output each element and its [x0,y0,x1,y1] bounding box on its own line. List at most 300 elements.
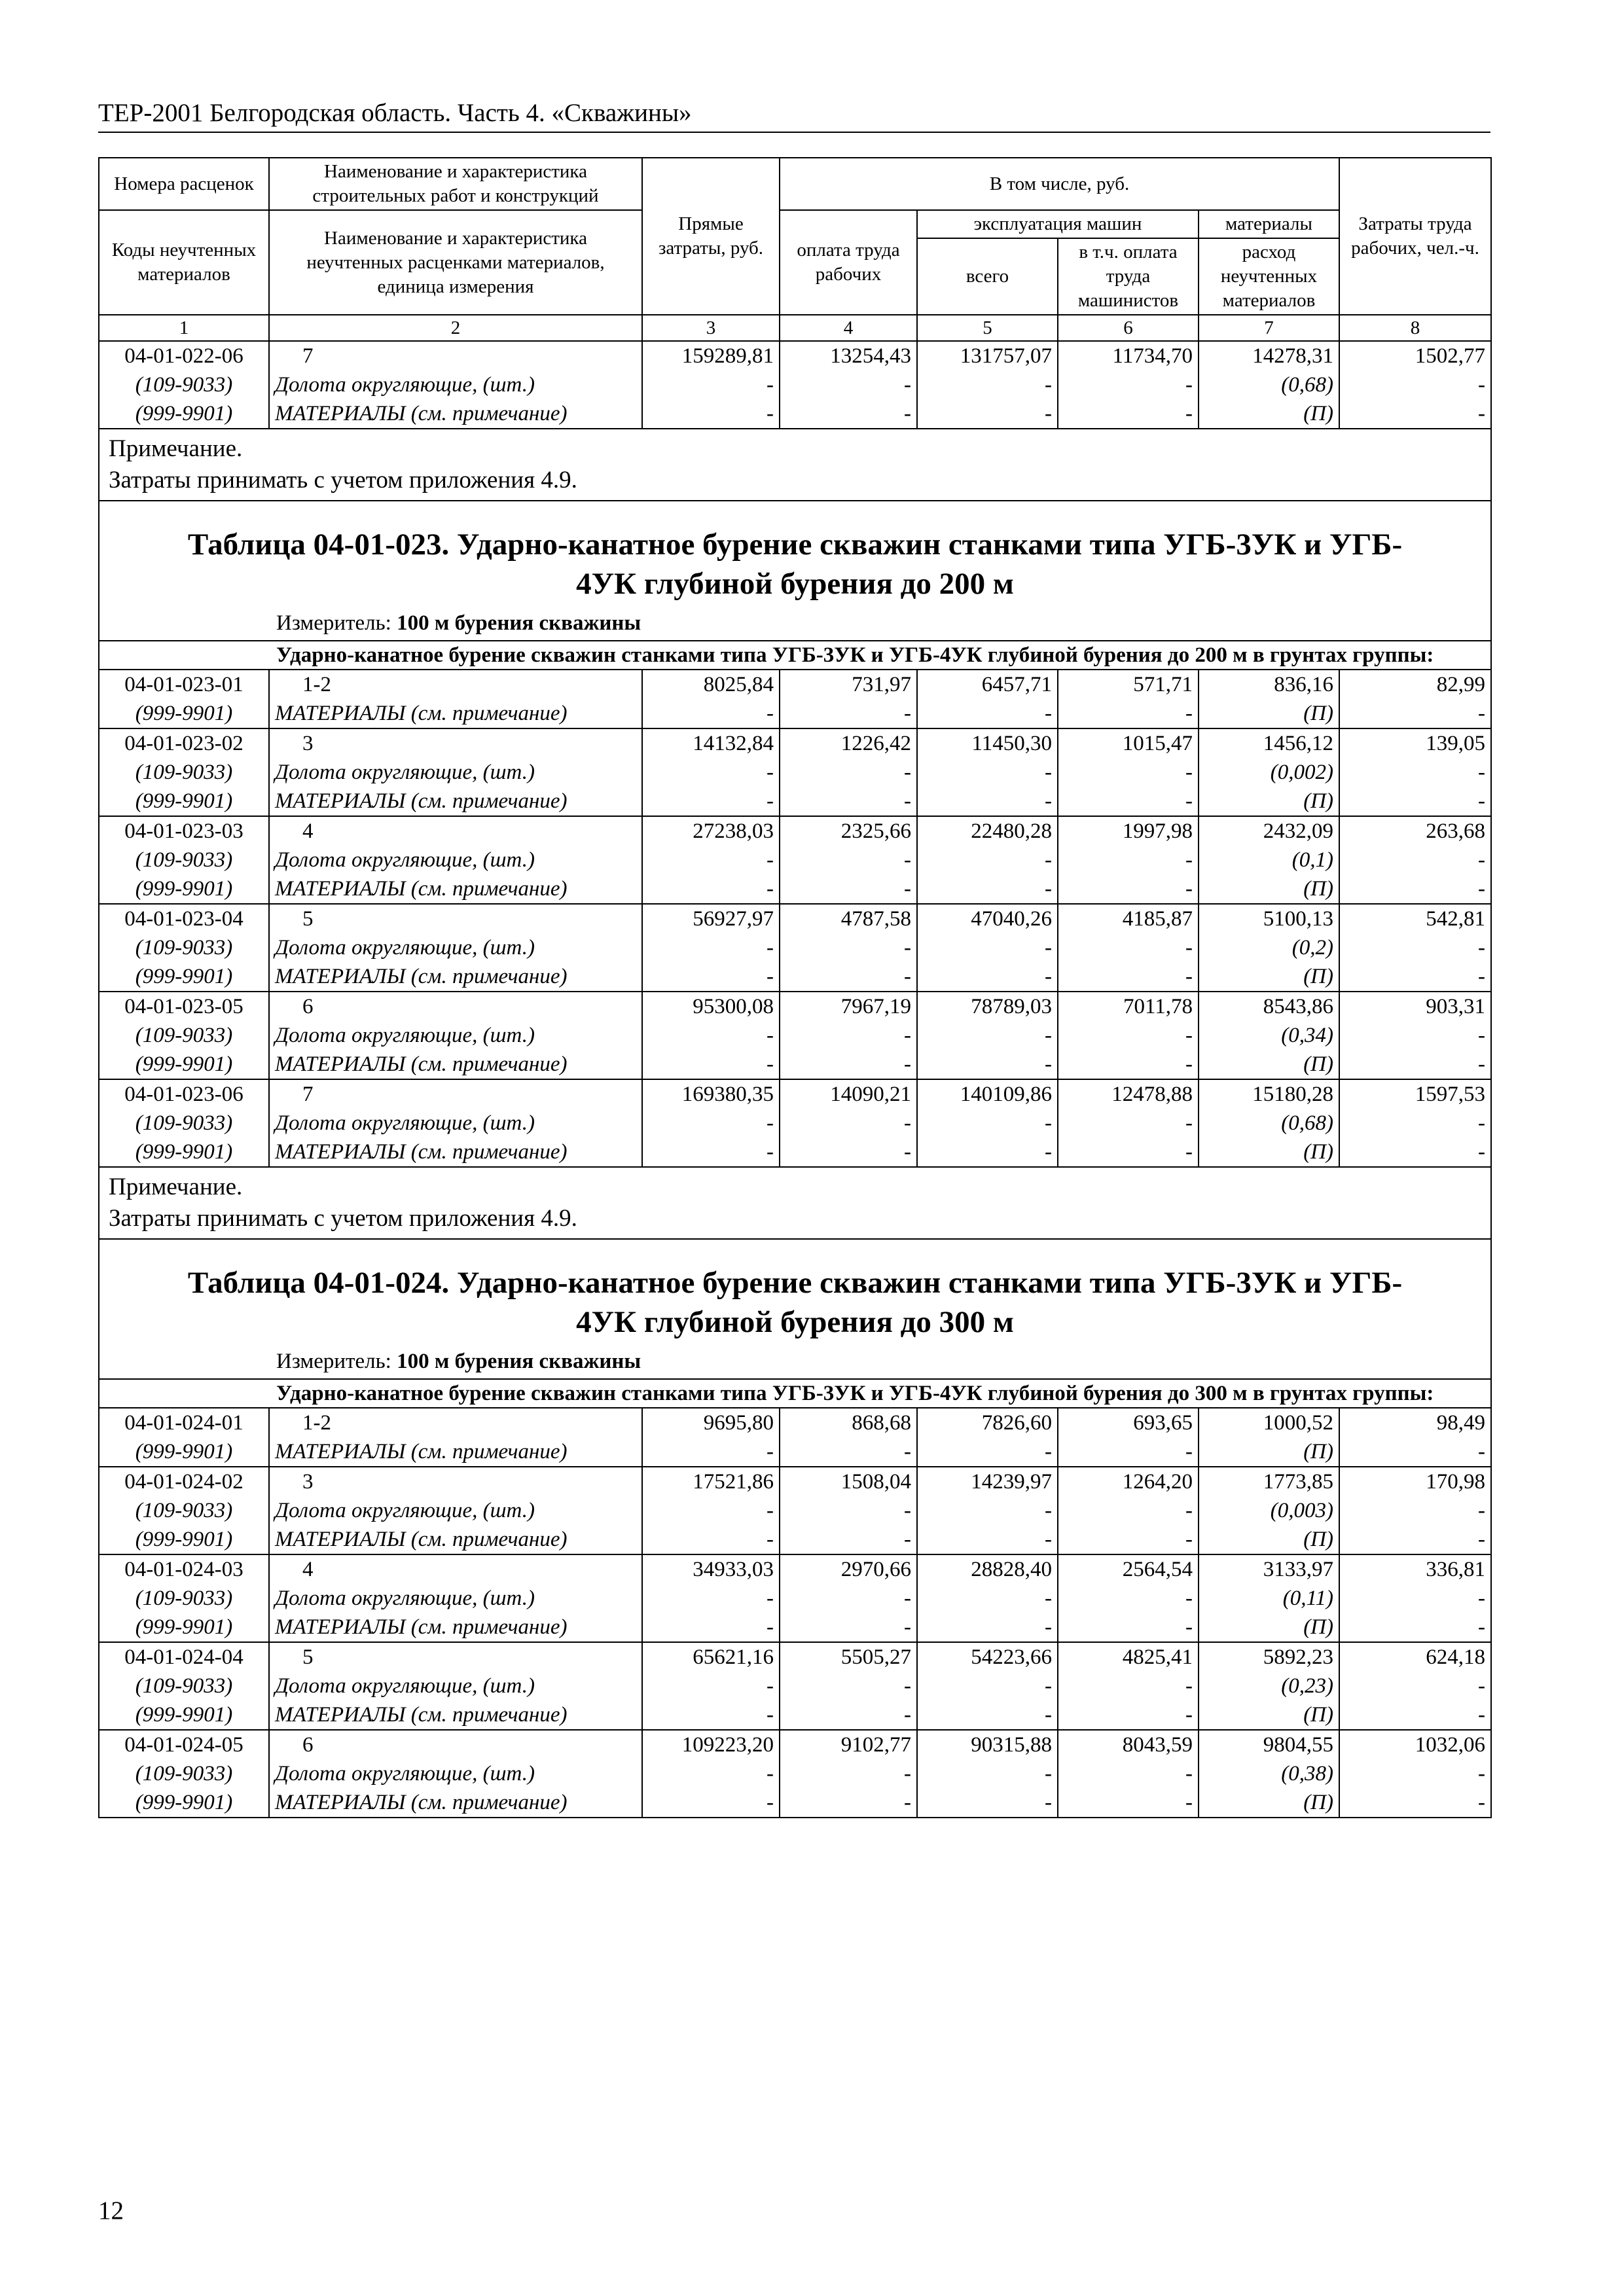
column-number: 8 [1339,315,1491,341]
value-cell: - [780,1613,917,1642]
value-cell: 170,98 [1339,1467,1491,1496]
value-cell: - [642,962,780,992]
value-cell: - [780,1759,917,1788]
value-cell: - [642,370,780,399]
name-cell: МАТЕРИАЛЫ (см. примечание) [269,787,642,816]
table-title-row [99,1239,1491,1347]
code-cell: (109-9033) [99,1021,269,1050]
value-cell: - [917,846,1058,874]
value-cell: (П) [1199,1138,1339,1167]
value-cell: - [1058,370,1199,399]
value-cell: 9695,80 [642,1408,780,1437]
table-row [99,846,1491,874]
table-row [99,341,1491,370]
col4-header: оплата труда рабочих [780,210,917,315]
value-cell: 54223,66 [917,1642,1058,1672]
value-cell: - [780,846,917,874]
value-cell: 109223,20 [642,1730,780,1759]
value-cell: 693,65 [1058,1408,1199,1437]
table-row [99,816,1491,846]
value-cell: - [780,699,917,728]
value-cell: (П) [1199,1613,1339,1642]
value-cell: - [1058,962,1199,992]
value-cell: 836,16 [1199,670,1339,699]
name-cell: МАТЕРИАЛЫ (см. примечание) [269,1138,642,1167]
group-title-row [99,641,1491,670]
name-cell: 5 [269,1642,642,1672]
value-cell: (П) [1199,399,1339,429]
value-cell: - [1058,787,1199,816]
code-cell: (999-9901) [99,874,269,904]
value-cell: 14239,97 [917,1467,1058,1496]
value-cell: - [1339,1109,1491,1138]
note-row [99,429,1491,501]
value-cell: 11450,30 [917,728,1058,758]
name-cell: 6 [269,992,642,1021]
note-title: Примечание. [109,435,243,462]
code-cell: 04-01-023-06 [99,1079,269,1109]
value-cell: 15180,28 [1199,1079,1339,1109]
table-row [99,1730,1491,1759]
value-cell: (0,23) [1199,1672,1339,1700]
value-cell: (П) [1199,1788,1339,1818]
value-cell: - [1058,1437,1199,1467]
table-title-line: Таблица 04-01-023. Ударно-канатное бурение скважин станками типа УГБ-3УК и УГБ- [187,528,1403,562]
note-cell [99,429,1491,501]
value-cell: (П) [1199,699,1339,728]
meter-row [99,1347,1491,1379]
value-cell: - [642,1050,780,1079]
value-cell: 542,81 [1339,904,1491,933]
col1-bottom-header: Коды неучтенных материалов [99,210,269,315]
value-cell: 65621,16 [642,1642,780,1672]
code-cell: (109-9033) [99,758,269,787]
name-cell: МАТЕРИАЛЫ (см. примечание) [269,1525,642,1554]
value-cell: 5892,23 [1199,1642,1339,1672]
value-cell: - [642,1437,780,1467]
meter-cell [99,1347,1491,1379]
value-cell: - [780,1050,917,1079]
value-cell: 7011,78 [1058,992,1199,1021]
table-row [99,904,1491,933]
group-incl-header: В том числе, руб. [780,158,1339,210]
value-cell: (П) [1199,787,1339,816]
name-cell: 1-2 [269,1408,642,1437]
table-row [99,1788,1491,1818]
code-cell: 04-01-023-04 [99,904,269,933]
value-cell: 903,31 [1339,992,1491,1021]
value-cell: - [780,399,917,429]
value-cell: 1000,52 [1199,1408,1339,1437]
value-cell: - [1339,758,1491,787]
code-cell: 04-01-023-01 [99,670,269,699]
name-cell: МАТЕРИАЛЫ (см. примечание) [269,1613,642,1642]
value-cell: - [1058,758,1199,787]
value-cell: - [1339,874,1491,904]
value-cell: 9102,77 [780,1730,917,1759]
value-cell: - [1058,699,1199,728]
value-cell: - [1058,1496,1199,1525]
name-cell: 7 [269,1079,642,1109]
value-cell: 4787,58 [780,904,917,933]
name-cell: Долота округляющие, (шт.) [269,933,642,962]
value-cell: 336,81 [1339,1554,1491,1584]
value-cell: (0,2) [1199,933,1339,962]
table-row [99,1437,1491,1467]
value-cell: 4825,41 [1058,1642,1199,1672]
value-cell: 8043,59 [1058,1730,1199,1759]
value-cell: 3133,97 [1199,1554,1339,1584]
name-cell: 1-2 [269,670,642,699]
table-row [99,1672,1491,1700]
value-cell: - [1058,933,1199,962]
value-cell: 1015,47 [1058,728,1199,758]
rates-table [98,157,1492,1818]
value-cell: 139,05 [1339,728,1491,758]
value-cell: - [780,1788,917,1818]
value-cell: - [1058,1613,1199,1642]
value-cell: 2564,54 [1058,1554,1199,1584]
value-cell: 624,18 [1339,1642,1491,1672]
name-cell: МАТЕРИАЛЫ (см. примечание) [269,1788,642,1818]
column-number: 6 [1058,315,1199,341]
group-title: Ударно-канатное бурение скважин станками типа УГБ-3УК и УГБ-4УК глубиной бурения до 300 м в грунтах группы: [99,1379,1491,1408]
col7-header: расход неучтенных материалов [1199,238,1339,315]
table-row [99,874,1491,904]
table-title [99,501,1491,609]
table-row [99,370,1491,399]
value-cell: 5505,27 [780,1642,917,1672]
value-cell: 1032,06 [1339,1730,1491,1759]
value-cell: 12478,88 [1058,1079,1199,1109]
value-cell: 56927,97 [642,904,780,933]
column-number-row [99,315,1491,341]
value-cell: (П) [1199,962,1339,992]
header-row-2 [99,210,1491,238]
value-cell: 14090,21 [780,1079,917,1109]
table-row [99,1759,1491,1788]
value-cell: - [1339,787,1491,816]
table-row [99,1050,1491,1079]
value-cell: - [780,370,917,399]
value-cell: - [917,1437,1058,1467]
value-cell: - [1339,933,1491,962]
name-cell: 4 [269,816,642,846]
value-cell: 27238,03 [642,816,780,846]
value-cell: - [917,758,1058,787]
name-cell: Долота округляющие, (шт.) [269,758,642,787]
value-cell: - [917,1050,1058,1079]
group-mach-header: эксплуатация машин [917,210,1199,238]
code-cell: (109-9033) [99,846,269,874]
name-cell: МАТЕРИАЛЫ (см. примечание) [269,399,642,429]
value-cell: - [917,787,1058,816]
group-mat-header: материалы [1199,210,1339,238]
value-cell: 169380,35 [642,1079,780,1109]
value-cell: - [642,1021,780,1050]
value-cell: (0,1) [1199,846,1339,874]
value-cell: 1508,04 [780,1467,917,1496]
value-cell: 28828,40 [917,1554,1058,1584]
code-cell: (999-9901) [99,1050,269,1079]
value-cell: 7826,60 [917,1408,1058,1437]
value-cell: - [642,1525,780,1554]
meter-cell [99,609,1491,641]
col1-top-header: Номера расценок [99,158,269,210]
value-cell: 1597,53 [1339,1079,1491,1109]
name-cell: Долота округляющие, (шт.) [269,1496,642,1525]
table-row [99,992,1491,1021]
value-cell: - [917,1584,1058,1613]
name-cell: Долота округляющие, (шт.) [269,1584,642,1613]
document-body [98,157,1490,1818]
column-number: 2 [269,315,642,341]
code-cell: (999-9901) [99,1788,269,1818]
value-cell: - [1339,962,1491,992]
code-cell: 04-01-023-05 [99,992,269,1021]
name-cell: МАТЕРИАЛЫ (см. примечание) [269,1050,642,1079]
name-cell: Долота округляющие, (шт.) [269,1109,642,1138]
meter-row [99,609,1491,641]
value-cell: 5100,13 [1199,904,1339,933]
value-cell: (0,003) [1199,1496,1339,1525]
table-row [99,1467,1491,1496]
value-cell: - [917,962,1058,992]
value-cell: - [1339,1584,1491,1613]
value-cell: - [1058,846,1199,874]
value-cell: - [780,787,917,816]
value-cell: - [1339,1496,1491,1525]
value-cell: - [642,846,780,874]
table-row [99,962,1491,992]
code-cell: (999-9901) [99,1613,269,1642]
name-cell: Долота округляющие, (шт.) [269,1021,642,1050]
table-row [99,1021,1491,1050]
value-cell: 1226,42 [780,728,917,758]
value-cell: - [780,1700,917,1730]
value-cell: (0,11) [1199,1584,1339,1613]
value-cell: - [917,1613,1058,1642]
meter-label: Измеритель: [276,1350,391,1373]
code-cell: 04-01-023-02 [99,728,269,758]
value-cell: - [1058,1672,1199,1700]
name-cell: Долота округляющие, (шт.) [269,1672,642,1700]
value-cell: - [642,787,780,816]
table-title-row [99,501,1491,609]
table-row [99,787,1491,816]
page-header: ТЕР-2001 Белгородская область. Часть 4. «Скважины» [98,98,1490,133]
table-title-line: Таблица 04-01-024. Ударно-канатное бурение скважин станками типа УГБ-3УК и УГБ- [187,1266,1403,1300]
value-cell: - [780,1021,917,1050]
value-cell: - [642,1788,780,1818]
value-cell: - [642,1584,780,1613]
value-cell: 6457,71 [917,670,1058,699]
value-cell: 1264,20 [1058,1467,1199,1496]
value-cell: - [642,399,780,429]
value-cell: - [1058,1109,1199,1138]
value-cell: - [780,1138,917,1167]
value-cell: (П) [1199,1700,1339,1730]
code-cell: (109-9033) [99,1109,269,1138]
value-cell: 2970,66 [780,1554,917,1584]
value-cell: - [1339,1525,1491,1554]
code-cell: (999-9901) [99,1138,269,1167]
value-cell: 731,97 [780,670,917,699]
value-cell: - [917,399,1058,429]
value-cell: 14132,84 [642,728,780,758]
meter-label: Измеритель: [276,611,391,635]
code-cell: 04-01-024-04 [99,1642,269,1672]
table-row [99,399,1491,429]
value-cell: - [642,933,780,962]
value-cell: - [917,1788,1058,1818]
value-cell: 95300,08 [642,992,780,1021]
column-number: 4 [780,315,917,341]
value-cell: - [1058,1525,1199,1554]
col3-header: Прямые затраты, руб. [642,158,780,315]
value-cell: (П) [1199,1437,1339,1467]
value-cell: 78789,03 [917,992,1058,1021]
value-cell: - [917,874,1058,904]
table-row [99,1408,1491,1437]
table-row [99,933,1491,962]
table-row [99,1613,1491,1642]
note-row [99,1167,1491,1239]
value-cell: - [917,1525,1058,1554]
value-cell: - [1339,846,1491,874]
value-cell: - [1339,1437,1491,1467]
value-cell: (0,34) [1199,1021,1339,1050]
col2-top-header: Наименование и характеристика строительных работ и конструкций [269,158,642,210]
column-number: 3 [642,315,780,341]
value-cell: - [1339,1700,1491,1730]
code-cell: (109-9033) [99,1759,269,1788]
code-cell: 04-01-024-03 [99,1554,269,1584]
value-cell: - [780,1584,917,1613]
value-cell: - [642,1759,780,1788]
value-cell: - [642,699,780,728]
name-cell: МАТЕРИАЛЫ (см. примечание) [269,1437,642,1467]
name-cell: 5 [269,904,642,933]
name-cell: МАТЕРИАЛЫ (см. примечание) [269,874,642,904]
name-cell: Долота округляющие, (шт.) [269,846,642,874]
value-cell: - [780,962,917,992]
code-cell: (999-9901) [99,1437,269,1467]
value-cell: - [917,1021,1058,1050]
table-row [99,1109,1491,1138]
value-cell: 13254,43 [780,341,917,370]
name-cell: Долота округляющие, (шт.) [269,370,642,399]
value-cell: - [1339,1613,1491,1642]
table-row [99,699,1491,728]
table-row [99,1525,1491,1554]
value-cell: - [917,1672,1058,1700]
note-title: Примечание. [109,1174,243,1200]
table-row [99,728,1491,758]
value-cell: - [1058,1788,1199,1818]
value-cell: - [642,1672,780,1700]
value-cell: - [780,933,917,962]
table-row [99,1584,1491,1613]
value-cell: 2325,66 [780,816,917,846]
value-cell: - [1339,1759,1491,1788]
code-cell: (999-9901) [99,1525,269,1554]
code-cell: (109-9033) [99,933,269,962]
column-number: 1 [99,315,269,341]
value-cell: - [1058,1700,1199,1730]
value-cell: - [917,370,1058,399]
value-cell: - [1058,1759,1199,1788]
column-number: 7 [1199,315,1339,341]
value-cell: 4185,87 [1058,904,1199,933]
table-row [99,1138,1491,1167]
value-cell: - [780,1109,917,1138]
value-cell: - [917,1759,1058,1788]
value-cell: (П) [1199,1050,1339,1079]
value-cell: - [642,1700,780,1730]
value-cell: 9804,55 [1199,1730,1339,1759]
value-cell: - [780,1525,917,1554]
code-cell: (999-9901) [99,1700,269,1730]
value-cell: - [642,1496,780,1525]
table-row [99,670,1491,699]
value-cell: 17521,86 [642,1467,780,1496]
code-cell: (109-9033) [99,1496,269,1525]
value-cell: - [1058,1050,1199,1079]
note-text: Затраты принимать с учетом приложения 4.9. [109,1205,577,1232]
name-cell: 6 [269,1730,642,1759]
name-cell: 7 [269,341,642,370]
value-cell: - [780,874,917,904]
table-row [99,1496,1491,1525]
value-cell: - [1058,874,1199,904]
name-cell: 3 [269,728,642,758]
value-cell: 34933,03 [642,1554,780,1584]
code-cell: (109-9033) [99,1672,269,1700]
col8-header: Затраты труда рабочих, чел.-ч. [1339,158,1491,315]
note-text: Затраты принимать с учетом приложения 4.9. [109,467,577,493]
value-cell: - [1339,1138,1491,1167]
value-cell: 1502,77 [1339,341,1491,370]
value-cell: 1456,12 [1199,728,1339,758]
col2-bottom-header: Наименование и характеристика неучтенных расценками материалов, единица измерения [269,210,642,315]
name-cell: МАТЕРИАЛЫ (см. примечание) [269,1700,642,1730]
value-cell: (П) [1199,874,1339,904]
name-cell: 3 [269,1467,642,1496]
value-cell: - [1058,1138,1199,1167]
code-cell: 04-01-024-02 [99,1467,269,1496]
value-cell: 11734,70 [1058,341,1199,370]
value-cell: 1773,85 [1199,1467,1339,1496]
table-row [99,758,1491,787]
value-cell: - [1058,1584,1199,1613]
value-cell: - [917,1109,1058,1138]
value-cell: - [917,1496,1058,1525]
value-cell: 8025,84 [642,670,780,699]
page-number: 12 [98,2197,124,2225]
value-cell: (0,002) [1199,758,1339,787]
value-cell: - [1339,370,1491,399]
value-cell: 47040,26 [917,904,1058,933]
code-cell: (109-9033) [99,1584,269,1613]
value-cell: - [1058,1021,1199,1050]
code-cell: 04-01-023-03 [99,816,269,846]
table-title-line: 4УК глубиной бурения до 300 м [576,1305,1014,1339]
value-cell: - [1339,1050,1491,1079]
value-cell: 8543,86 [1199,992,1339,1021]
value-cell: 90315,88 [917,1730,1058,1759]
value-cell: - [917,1700,1058,1730]
